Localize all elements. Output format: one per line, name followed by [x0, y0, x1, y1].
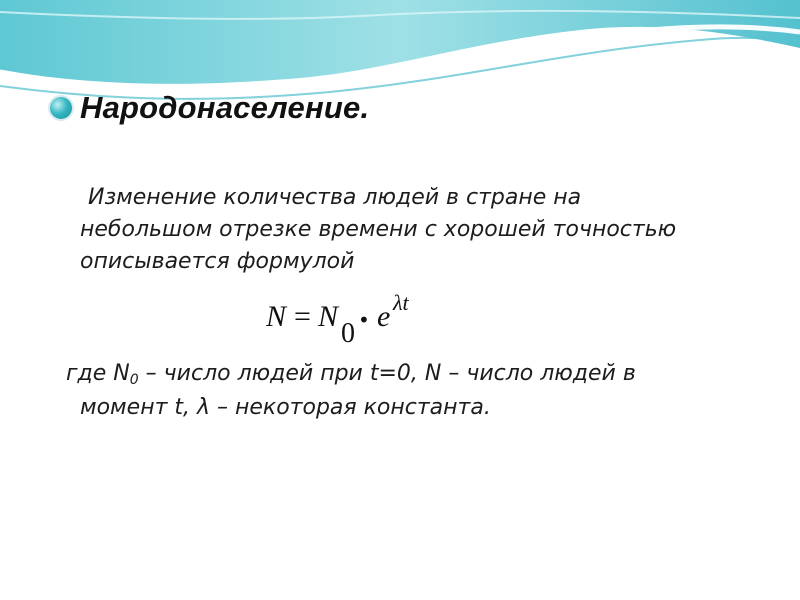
formula-dot: • [358, 308, 370, 332]
population-formula [266, 290, 446, 350]
formula-exponent: λt [393, 290, 409, 315]
note-rest-line1: – число людей при t=0, N – число людей в [138, 361, 636, 386]
formula-n0-base: N [318, 300, 339, 333]
slide-title: Народонаселение. [80, 90, 370, 125]
formula-equals: = [294, 300, 311, 333]
formula-e: e [377, 300, 391, 333]
body-text: Изменение количества людей в стране на небольшом отрезке времени с хорошей точностью описывается формулой [80, 185, 677, 274]
formula-n: N [266, 300, 287, 333]
title-row [50, 90, 369, 126]
teal-bullet-icon [50, 97, 72, 119]
note-line2: момент t, λ – некоторая константа. [80, 395, 491, 420]
formula-explanation [66, 358, 716, 424]
note-subscript: 0 [129, 372, 139, 388]
note-prefix: где N [66, 361, 130, 386]
formula-n0-sub: 0 [341, 318, 355, 349]
